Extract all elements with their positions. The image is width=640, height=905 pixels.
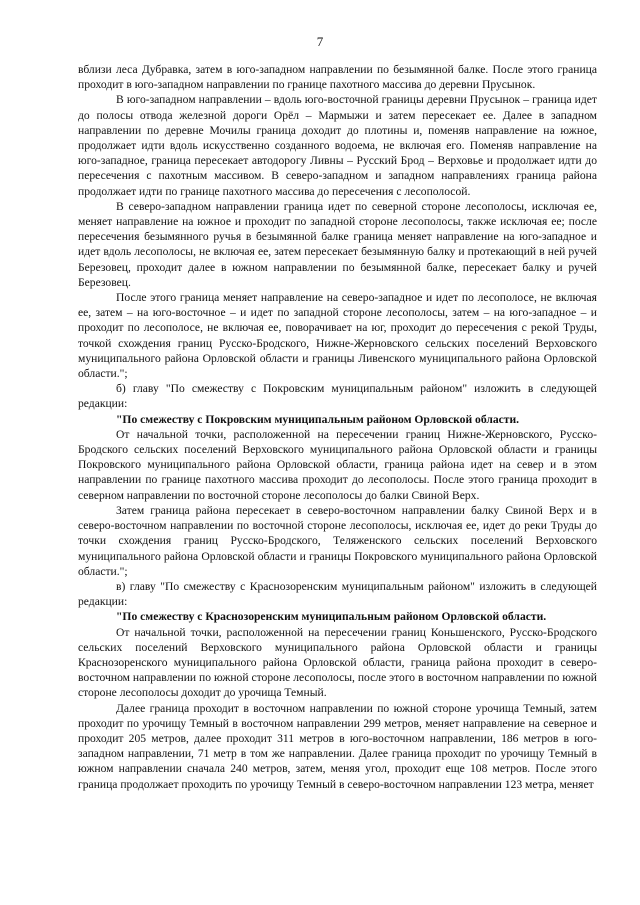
section-heading: "По смежеству с Краснозоренским муниципальным районом Орловской области.	[116, 610, 547, 624]
paragraph: От начальной точки, расположенной на пересечении границ Нижне-Жерновского, Русско-Бродского сельских поселений Верховского муниципального района Орловской области и границы Покровского муниципального района Орловской области, граница района идет на север и в этом направлении по границе пахотного массива проходит до лесополосы. После этого граница проходит в северном направлении по восточной стороне лесополосы до балки Свиной Верх.	[78, 427, 597, 502]
paragraph: После этого граница меняет направление на северо-западное и идет по лесополосе, не включая ее, затем – на юго-восточное – и идет по западной стороне лесополосы, затем – на юго-западное – и проходит по лесополосе, не включая ее, поворачивает на юг, проходит до пересечения с рекой Труды, точкой схождения границ Русско-Бродского, Нижне-Жерновского сельских поселений Верховского муниципального района Орловской области и границы Ливенского муниципального района Орловской области.";	[78, 291, 597, 381]
paragraph: В северо-западном направлении граница идет по северной стороне лесополосы, исключая ее, меняет направление на южное и проходит по западной стороне лесополосы, также исключая ее; после пересечения безымянного ручья в безымянной балке граница меняет направление на юго-западное и идет вдоль лесополосы, не включая ее, затем пересекает безымянную балку и протекающий в ней ручей Березовец, проходит далее в южном направлении по безымянной балке, пересекает балку и ручей Березовец.	[78, 199, 597, 289]
paragraph: В юго-западном направлении – вдоль юго-восточной границы деревни Прусынок – граница идет до полосы отвода железной дороги Орёл – Мармыжи и затем пересекает ее. Далее в западном направлении по деревне Мочилы граница доходит до плотины и, поменяв направление на южное, продолжает идти вдоль искусственно созданного водоема, не включая его. Поменяв направление на юго-западное, граница пересекает автодорогу Ливны – Русский Брод – Верховье и продолжает идти до пересечения с пахотным массивом. В северо-западном и западном направлениях граница района продолжает идти по границе пахотного массива до пересечения с лесополосой.	[78, 93, 597, 198]
paragraph: Далее граница проходит в восточном направлении по южной стороне урочища Темный, затем проходит по урочищу Темный в восточном направлении 299 метров, меняет направление на северное и проходит 205 метров, далее проходит 311 метров в юго-восточном направлении, 186 метров в юго-западном направлении, 71 метр в том же направлении. Далее граница проходит по урочищу Темный в южном направлении сначала 240 метров, затем, меняя угол, проходит еще 108 метров. После этого граница продолжает проходить по урочищу Темный в северо-восточном направлении 123 метра, меняет	[78, 701, 597, 791]
paragraph: Затем граница района пересекает в северо-восточном направлении балку Свиной Верх и в северо-восточном направлении по восточной стороне лесополосы, исключая ее, идет до реки Труды до точки схождения границ Русско-Бродского, Теляженского сельских поселений Верховского муниципального района Орловской области и границы Покровского муниципального района Орловской области.";	[78, 503, 597, 578]
document-body	[78, 62, 597, 792]
section-heading: "По смежеству с Покровским муниципальным районом Орловской области.	[116, 412, 520, 426]
paragraph: От начальной точки, расположенной на пересечении границ Коньшенского, Русско-Бродского сельских поселений Верховского муниципального района Орловской области и границы Краснозоренского муниципального района Орловской области, граница района проходит в северо-восточном направлении по южной стороне лесополосы, после этого в восточном направлении по южной стороне лесополосы доходит до урочища Темный.	[78, 625, 597, 700]
paragraph: в) главу "По смежеству с Краснозоренским муниципальным районом" изложить в следующей редакции:	[78, 579, 597, 609]
paragraph: б) главу "По смежеству с Покровским муниципальным районом" изложить в следующей редакции:	[78, 382, 597, 411]
paragraph: вблизи леса Дубравка, затем в юго-западном направлении по безымянной балке. После этого граница проходит в юго-западном направлении по границе пахотного массива до деревни Прусынок.	[78, 63, 597, 92]
page-number: 7	[316, 34, 324, 49]
